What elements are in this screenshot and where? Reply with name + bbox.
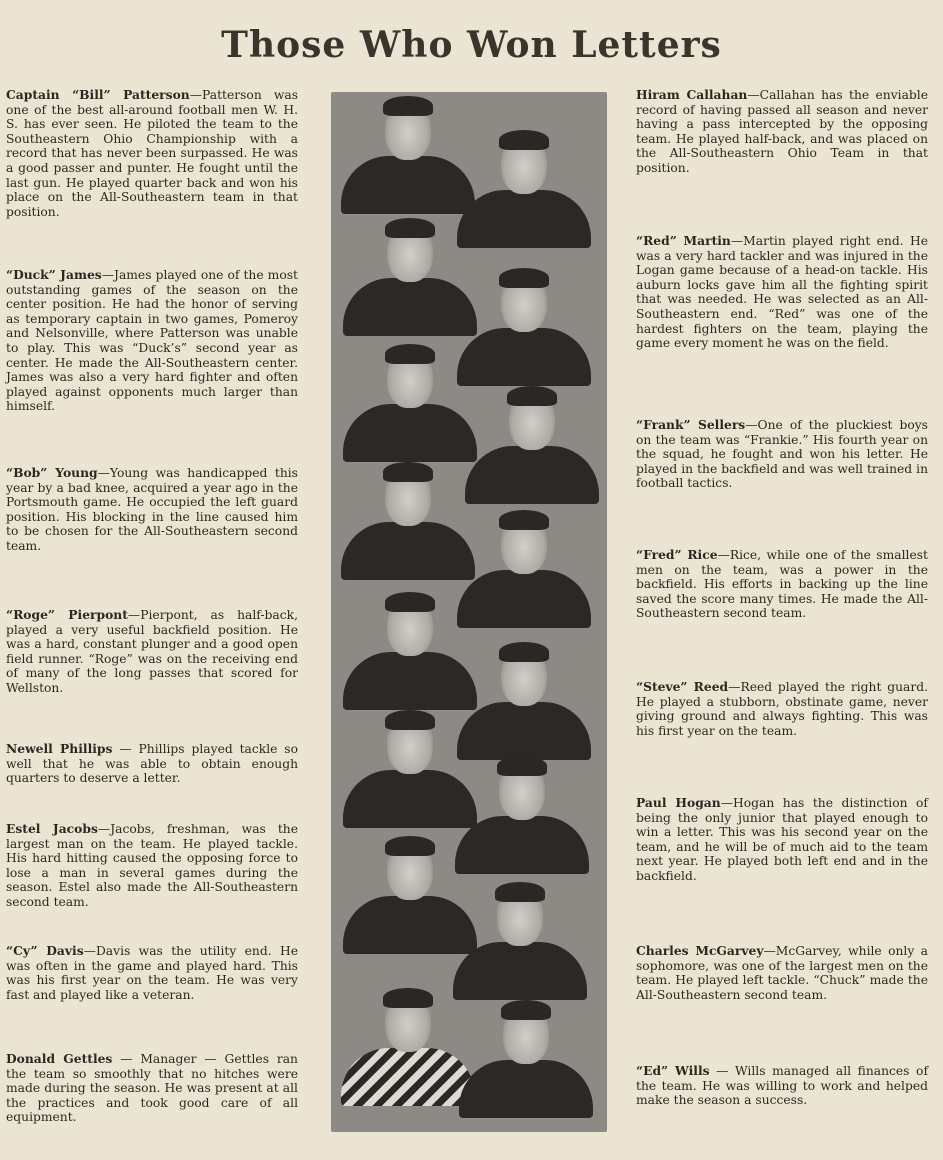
bio-patterson [6, 88, 298, 219]
bio-text: — Phillips played tackle so well that he was able to obtain enough quarters to deserve a letter. [6, 742, 299, 786]
bio-text: — Manager — Gettles ran the team so smoothly that no hitches were made during the season. He was present at all the practices and took good care of all equipment. [6, 1052, 298, 1125]
player-photo [341, 96, 475, 214]
bio-pierpont [6, 608, 298, 696]
bio-text: —Callahan has the enviable record of having passed all season and never having a pass intercepted by the opposing team. He played half-back, and was placed on the All-Southeastern Ohio Team in that position. [636, 88, 928, 175]
bio-text: —Martin played right end. He was a very hard tackler and was injured in the Logan game because of a head-on tackle. His auburn locks gave him all the fighting spirit that was needed. He was selected as an All-Southeastern end. “Red” was one of the hardest fighters on the team, playing the game every moment he was on the field. [636, 234, 928, 351]
bio-name: Hiram Callahan [636, 87, 748, 102]
bio-james [6, 268, 298, 414]
bio-rice [636, 548, 928, 621]
bio-reed [636, 680, 928, 738]
bio-text: —Rice, while one of the smallest men on the team, was a power in the backfield. His efforts in backing up the line saved the score many times. He made the All-Southeastern second team. [636, 548, 928, 621]
team-photo-collage [331, 92, 607, 1132]
bio-mcgarvey [636, 944, 928, 1002]
bio-name: Charles McGarvey [636, 943, 764, 958]
player-photo [341, 462, 475, 580]
bio-name: Newell Phillips [6, 741, 113, 756]
player-photo [457, 642, 591, 760]
bio-text: —Reed played the right guard. He played a stubborn, obstinate game, never giving ground and always fighting. This was his first year on the team. [636, 680, 928, 738]
bio-text: —Davis was the utility end. He was often in the game and played hard. This was his first year on the team. He was very fast and played like a veteran. [6, 944, 298, 1002]
bio-hogan [636, 796, 928, 884]
bio-jacobs [6, 822, 298, 910]
bio-name: “Bob” Young [6, 465, 98, 480]
player-photo [453, 882, 587, 1000]
bio-gettles [6, 1052, 298, 1125]
bio-young [6, 466, 298, 554]
bio-name: “Ed” Wills [636, 1063, 710, 1078]
bio-name: Captain “Bill” Patterson [6, 87, 190, 102]
bio-text: —Hogan has the distinction of being the only junior that played enough to win a letter. This was his second year on the team, and he will be of much aid to the team next year. He played both left end and in the backfield. [636, 796, 928, 883]
player-photo [465, 386, 599, 504]
bio-name: “Cy” Davis [6, 943, 84, 958]
bio-name: “Fred” Rice [636, 547, 718, 562]
player-photo [341, 988, 475, 1106]
page-title: Those Who Won Letters [221, 24, 722, 66]
bio-name: Donald Gettles [6, 1051, 113, 1066]
bio-name: Estel Jacobs [6, 821, 98, 836]
player-photo [459, 1000, 593, 1118]
bio-text: —Pierpont, as half-back, played a very useful backfield position. He was a hard, constant plunger and a good open field runner. “Roge” was on the receiving end of many of the long passes that scored for Wellston. [6, 608, 298, 695]
bio-text: —Jacobs, freshman, was the largest man on the team. He played tackle. His hard hitting caused the opposing force to lose a man in several games during the season. Estel also made the All-Southeastern second team. [6, 822, 299, 909]
bio-text: —One of the pluckiest boys on the team was “Frankie.” His fourth year on the squad, he fought and won his letter. He played in the backfield and was well trained in football tactics. [636, 418, 928, 491]
bio-davis [6, 944, 298, 1002]
bio-text: —Young was handicapped this year by a bad knee, acquired a year ago in the Portsmouth game. He occupied the left guard position. His blocking in the line caused him to be chosen for the All-Southeastern second team. [6, 466, 298, 553]
bio-text: — Wills managed all finances of the team. He was willing to work and helped make the season a success. [636, 1064, 928, 1108]
bio-name: “Red” Martin [636, 233, 731, 248]
bio-text: —Patterson was one of the best all-around football men W. H. S. has ever seen. He piloted the team to the Southeastern Ohio Championship with a record that has never been surpassed. He was a good passer and punter. He fought until the last gun. He played quarter back and won his place on the All-Southeastern team in that position. [6, 88, 298, 219]
bio-martin [636, 234, 928, 351]
bio-callahan [636, 88, 928, 176]
player-photo [457, 130, 591, 248]
bio-name: “Roge” Pierpont [6, 607, 128, 622]
player-photo [457, 510, 591, 628]
bio-name: “Duck” James [6, 267, 102, 282]
bio-name: “Steve” Reed [636, 679, 729, 694]
bio-text: —McGarvey, while only a sophomore, was one of the largest men on the team. He played left tackle. “Chuck” made the All-Southeastern second team. [636, 944, 928, 1002]
player-photo [457, 268, 591, 386]
bio-name: “Frank” Sellers [636, 417, 746, 432]
bio-text: —James played one of the most outstanding games of the season on the center position. He had the honor of serving as temporary captain in two games, Pomeroy and Nelsonville, where Patterson was unable to play. This was “Duck’s” second year as center. He made the All-Southeastern center. James was also a very hard fighter and often played against opponents much larger than himself. [6, 268, 298, 414]
bio-wills [636, 1064, 928, 1108]
player-photo [343, 344, 477, 462]
bio-sellers [636, 418, 928, 491]
bio-phillips [6, 742, 298, 786]
bio-name: Paul Hogan [636, 795, 721, 810]
